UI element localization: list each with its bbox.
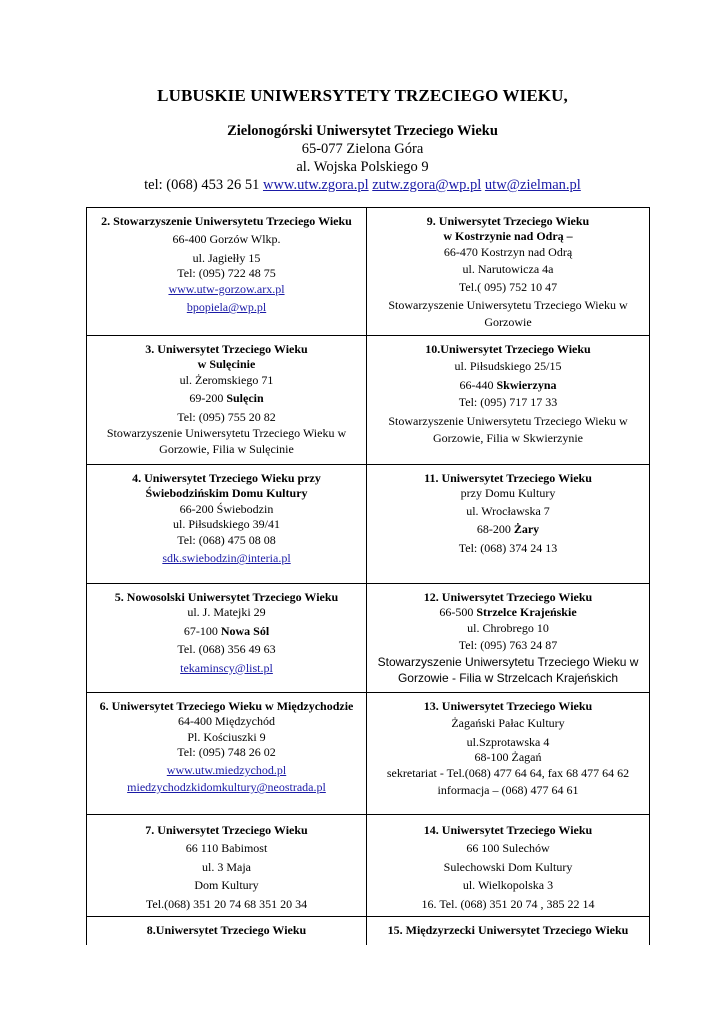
- entry-2: [87, 208, 367, 336]
- entry-note: Stowarzyszenie Uniwersytetu Trzeciego Wieku w Gorzowie: [388, 298, 628, 330]
- entry-tel: Tel: (095) 722 48 75: [177, 266, 276, 281]
- table-row: [87, 208, 650, 336]
- entry-postal-city: 66-500 Strzelce Krajeńskie: [439, 605, 577, 620]
- table-row: [87, 336, 650, 465]
- entry-title: 2. Stowarzyszenie Uniwersytetu Trzeciego Wieku: [101, 214, 352, 228]
- entry-www-link[interactable]: www.utw-gorzow.arx.pl: [168, 281, 285, 296]
- entry-city: 66-200 Świebodzin: [179, 501, 274, 516]
- entry-3: [87, 336, 367, 465]
- entry-tel: Tel: (068) 475 08 08: [177, 532, 276, 547]
- table-row: [87, 693, 650, 815]
- entry-street: ul. Chrobrego 10: [467, 620, 549, 635]
- entry-street: ul. 3 Maja: [202, 859, 251, 874]
- entry-subtitle: Świebodzińskim Domu Kultury: [145, 486, 308, 501]
- entry-title: 6. Uniwersytet Trzeciego Wieku w Międzychodzie: [99, 699, 354, 714]
- table-row: [87, 465, 650, 584]
- entry-place: Żagański Pałac Kultury: [451, 716, 565, 731]
- entry-place: Sulechowski Dom Kultury: [443, 859, 573, 874]
- entry-14: [367, 815, 650, 917]
- hq-street: al. Wojska Polskiego 9: [296, 159, 429, 175]
- entry-place: przy Domu Kultury: [460, 486, 556, 501]
- entry-12: [367, 584, 650, 693]
- entry-tel: Tel: (095) 763 24 87: [458, 638, 558, 653]
- entry-postal-city: 66-440 Skwierzyna: [459, 377, 557, 392]
- entry-city: 66 100 Sulechów: [466, 841, 550, 856]
- entry-street: ul.Szprotawska 4: [466, 734, 550, 749]
- entry-tel: Tel. (068) 356 49 63: [177, 642, 276, 657]
- table-row: [87, 584, 650, 693]
- entry-7: [87, 815, 367, 917]
- hq-contact-line: [0, 176, 725, 194]
- entry-title: 13. Uniwersytet Trzeciego Wieku: [423, 699, 593, 714]
- table-row: [87, 917, 650, 945]
- entry-city: 64-400 Międzychód: [178, 714, 275, 729]
- entry-10: [367, 336, 650, 465]
- entry-title: 15. Międzyrzecki Uniwersytet Trzeciego Wieku: [387, 923, 629, 938]
- entry-street: ul. Jagiełły 15: [192, 250, 261, 265]
- entry-tel: Tel: (095) 748 26 02: [177, 745, 276, 760]
- entry-postal-city: 68-200 Żary: [476, 522, 540, 537]
- entry-13: [367, 693, 650, 815]
- entry-street: ul. Wielkopolska 3: [462, 878, 554, 893]
- entry-title: 9. Uniwersytet Trzeciego Wieku: [426, 214, 590, 228]
- entry-place: Dom Kultury: [194, 878, 259, 893]
- entry-note: Stowarzyszenie Uniwersytetu Trzeciego Wieku w Gorzowie, Filia w Sulęcinie: [106, 426, 347, 457]
- entry-subtitle: w Kostrzynie nad Odrą –: [443, 229, 573, 244]
- hq-www-link[interactable]: www.utw.zgora.pl: [262, 177, 369, 193]
- entry-4: [87, 465, 367, 584]
- entry-title: 12. Uniwersytet Trzeciego Wieku: [423, 590, 593, 605]
- entry-tel: Tel.(068) 351 20 74 68 351 20 34: [145, 896, 308, 911]
- entry-tel: Tel: (068) 374 24 13: [458, 540, 558, 555]
- entry-6: [87, 693, 367, 815]
- entry-street: ul. Wrocławska 7: [466, 503, 550, 518]
- entry-note: Stowarzyszenie Uniwersytetu Trzeciego Wieku w Gorzowie, Filia w Skwierzynie: [388, 413, 628, 445]
- entry-title: 10.Uniwersytet Trzeciego Wieku: [425, 342, 591, 357]
- entry-title: 3. Uniwersytet Trzeciego Wieku: [145, 342, 308, 357]
- entry-subtitle: w Sulęcinie: [197, 357, 256, 372]
- table-row: [87, 815, 650, 917]
- entry-street: ul. Żeromskiego 71: [179, 372, 274, 387]
- entry-city: 66-470 Kostrzyn nad Odrą: [443, 244, 573, 259]
- entry-tel: Tel: (095) 755 20 82: [177, 409, 276, 424]
- entry-tel: Tel: (095) 717 17 33: [458, 395, 558, 410]
- entry-email-link[interactable]: tekaminscy@list.pl: [180, 660, 273, 675]
- entry-postal-city: 67-100 Nowa Sól: [183, 623, 270, 638]
- entry-title: 7. Uniwersytet Trzeciego Wieku: [145, 823, 308, 838]
- entry-tel-secretariat: sekretariat - Tel.(068) 477 64 64, fax 68 477 64 62: [386, 765, 630, 780]
- directory-table: [86, 207, 650, 945]
- entry-www-link[interactable]: www.utw.miedzychod.pl: [166, 762, 287, 777]
- entry-8: [87, 917, 367, 945]
- hq-postal: 65-077 Zielona Góra: [301, 141, 424, 157]
- entry-5: [87, 584, 367, 693]
- entry-15: [367, 917, 650, 945]
- entry-street: ul. Piłsudskiego 25/15: [454, 359, 562, 374]
- entry-city: 66 110 Babimost: [185, 841, 268, 856]
- entry-title: 14. Uniwersytet Trzeciego Wieku: [423, 823, 593, 838]
- entry-email-link[interactable]: bpopiela@wp.pl: [186, 300, 267, 315]
- entry-email-link[interactable]: miedzychodzkidomkultury@neostrada.pl: [127, 780, 326, 795]
- page-title: LUBUSKIE UNIWERSYTETY TRZECIEGO WIEKU,: [157, 86, 568, 105]
- entry-title: 11. Uniwersytet Trzeciego Wieku: [424, 471, 592, 486]
- entry-street: Pl. Kościuszki 9: [187, 729, 266, 744]
- entry-title: 8.Uniwersytet Trzeciego Wieku: [146, 923, 307, 938]
- entry-note: Stowarzyszenie Uniwersytetu Trzeciego Wieku w Gorzowie - Filia w Strzelcach Krajeńskich: [377, 654, 639, 685]
- headquarters-block: [0, 122, 725, 194]
- hq-email-link-1[interactable]: zutw.zgora@wp.pl: [372, 177, 482, 193]
- hq-email-link-2[interactable]: utw@zielman.pl: [484, 177, 581, 193]
- entry-9: [367, 208, 650, 336]
- hq-name: Zielonogórski Uniwersytet Trzeciego Wieku: [227, 123, 498, 139]
- entry-11: [367, 465, 650, 584]
- entry-tel-info: informacja – (068) 477 64 61: [437, 783, 579, 798]
- entry-street: ul. Narutowicza 4a: [462, 262, 554, 277]
- entry-title: 5. Nowosolski Uniwersytet Trzeciego Wieku: [114, 590, 339, 605]
- entry-postal-city: 69-200 Sulęcin: [189, 391, 264, 406]
- entry-email-link[interactable]: sdk.swiebodzin@interia.pl: [162, 551, 291, 566]
- hq-tel: tel: (068) 453 26 51: [144, 177, 260, 193]
- entry-street: ul. J. Matejki 29: [187, 605, 266, 620]
- entry-city: 68-100 Żagań: [474, 750, 542, 765]
- entry-city: 66-400 Gorzów Wlkp.: [172, 232, 281, 247]
- entry-tel: 16. Tel. (068) 351 20 74 , 385 22 14: [421, 896, 595, 911]
- entry-tel: Tel.( 095) 752 10 47: [458, 279, 558, 294]
- entry-title: 4. Uniwersytet Trzeciego Wieku przy: [132, 471, 321, 486]
- entry-street: ul. Piłsudskiego 39/41: [172, 517, 280, 532]
